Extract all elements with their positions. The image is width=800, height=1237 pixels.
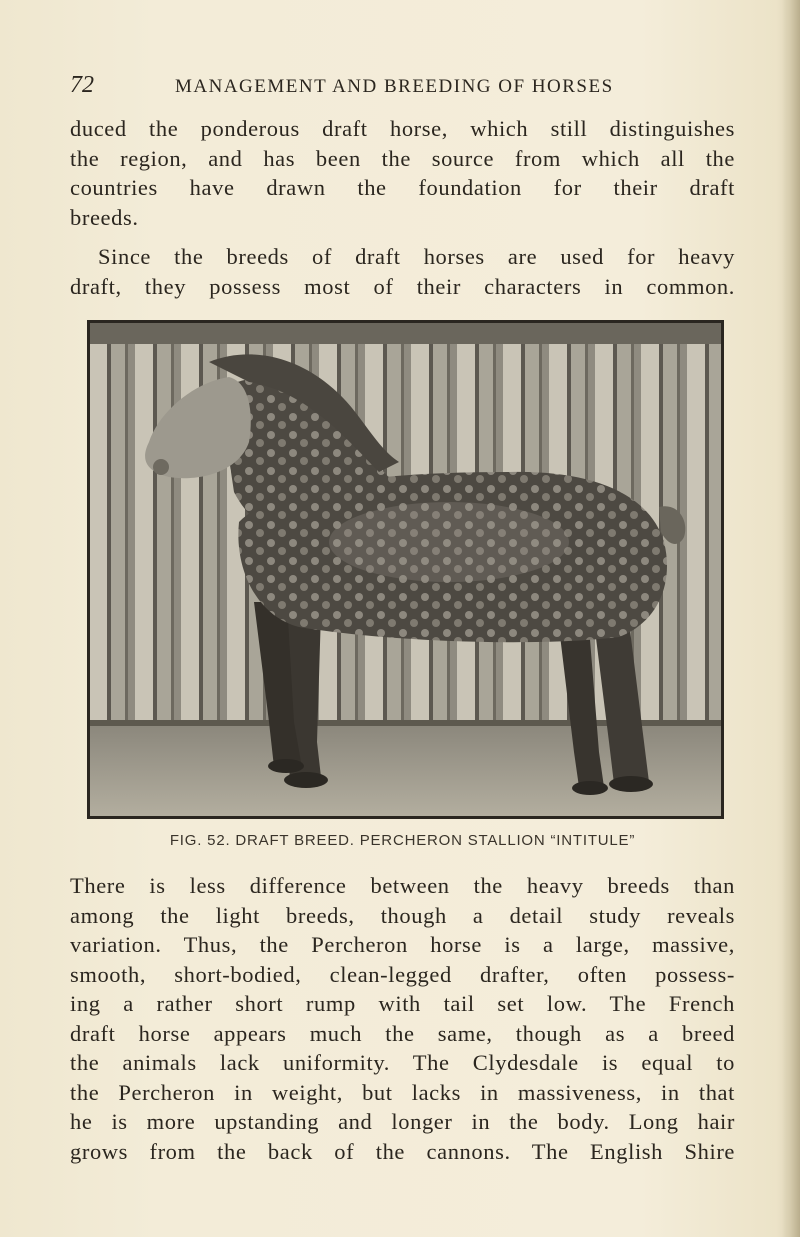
text-line: There is less difference between the heavy breeds than [70,873,735,898]
page-edge-shadow [782,0,800,1237]
text-line: Since the breeds of draft horses are used for heavy [98,244,735,269]
page-number: 72 [70,72,94,98]
text-line: draft horse appears much the same, though as a breed [70,1020,735,1046]
figure-caption: FIG. 52. DRAFT BREED. PERCHERON STALLION “INTITULE” [169,832,636,849]
page-header [70,72,735,102]
text-line: draft, they possess most of their characters in common. [70,273,735,299]
figure-percheron-photo [87,320,724,819]
paragraph-continuation [70,114,735,232]
text-line: the Percheron in weight, but lacks in massiveness, in that [70,1079,735,1105]
text-line: duced the ponderous draft horse, which still distinguishes [70,116,735,141]
text-line: the animals lack uniformity. The Clydesdale is equal to [70,1050,735,1075]
text-line: variation. Thus, the Percheron horse is a large, massive, [70,932,735,957]
text-line: the region, and has been the source from which all the [70,145,735,171]
text-line: countries have drawn the foundation for their draft [70,175,735,200]
text-line: he is more upstanding and longer in the body. Long hair [70,1109,735,1134]
text-line: among the light breeds, though a detail study reveals [70,902,735,928]
paragraph-breed-differences [70,871,735,1166]
paragraph-draft-characters [70,242,735,301]
text-line: grows from the back of the cannons. The English Shire [70,1138,735,1164]
percheron-stallion-photo [89,322,722,817]
text-line: smooth, short-bodied, clean-legged drafter, often possess- [70,961,735,987]
text-line: breeds. [70,204,139,230]
running-head: MANAGEMENT AND BREEDING OF HORSES [175,76,614,97]
text-line: ing a rather short rump with tail set low. The French [70,991,735,1016]
